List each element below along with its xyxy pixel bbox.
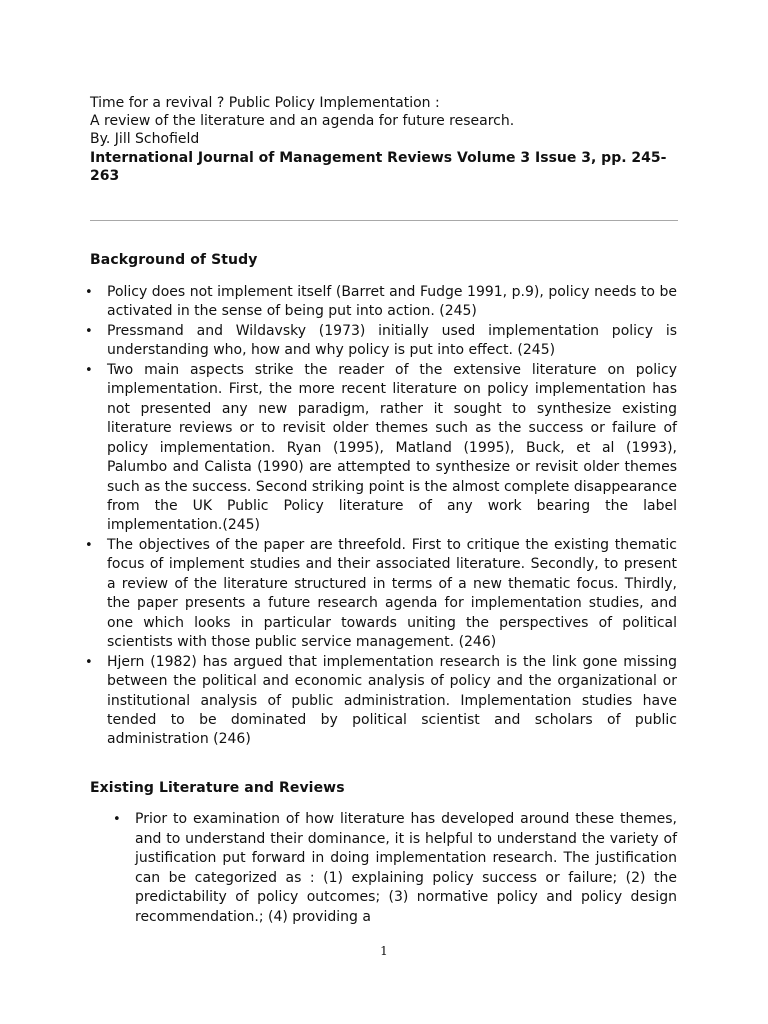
list-item-text: Prior to examination of how literature has developed around these themes, and to understand their dominance, it is helpful to understand the variety of justification put forward in doing implementation research. The justification can be categorized as : (1) explaining policy success or failure; (2) the predictability of policy outcomes; (3) normative policy and policy design recommendation.; (4) providing a bbox=[135, 811, 677, 925]
list-item bbox=[113, 810, 677, 928]
list-item-text: Pressmand and Wildavsky (1973) initially used implementation policy is understanding who, how and why policy is put into effect. (245) bbox=[107, 322, 677, 359]
background-bullet-list bbox=[85, 283, 677, 750]
page-number: 1 bbox=[380, 944, 388, 958]
bullet-icon: • bbox=[85, 285, 93, 300]
list-item bbox=[85, 653, 677, 750]
list-item bbox=[85, 283, 677, 322]
list-item-text: Hjern (1982) has argued that implementation research is the link gone missing between the political and economic analysis of policy and the organizational or institutional analysis of public administration. Implementation studies have tended to be dominated by political scientist and scholars of public administration (246) bbox=[107, 653, 677, 748]
horizontal-divider bbox=[90, 220, 678, 221]
bullet-icon: • bbox=[85, 323, 93, 339]
title-line-2: A review of the literature and an agenda for future research. bbox=[90, 113, 515, 129]
section-heading-existing-literature: Existing Literature and Reviews bbox=[90, 780, 345, 796]
existing-literature-bullet-list bbox=[113, 810, 677, 928]
list-item-text: The objectives of the paper are threefold. First to critique the existing thematic focus of implement studies and their associated literature. Secondly, to present a review of the literature structured in terms of a new thematic focus. Thirdly, the paper presents a future research agenda for implementation studies, and one which looks in particular towards uniting the perspectives of political scientists with those public service management. (246) bbox=[107, 536, 677, 651]
bullet-icon: • bbox=[85, 654, 93, 670]
list-item bbox=[85, 322, 677, 361]
section-heading-background: Background of Study bbox=[90, 252, 258, 268]
document-header bbox=[90, 94, 677, 185]
list-item-text: Two main aspects strike the reader of the extensive literature on policy implementation. First, the more recent literature on policy implementation has not presented any new paradigm, rather it sought to synthesize existing literature reviews or to revisit older themes such as the success or failure of policy implementation. Ryan (1995), Matland (1995), Buck, et al (1993), Palumbo and Calista (1990) are attempted to synthesize or revisit older themes such as the success. Second striking point is the almost complete disappearance from the UK Public Policy literature of any work bearing the label implementation.(245) bbox=[107, 361, 677, 534]
journal-citation: International Journal of Management Reviews Volume 3 Issue 3, pp. 245-263 bbox=[90, 150, 667, 184]
bullet-icon: • bbox=[113, 812, 121, 827]
list-item bbox=[85, 536, 677, 653]
bullet-icon: • bbox=[85, 362, 93, 378]
title-line-1: Time for a revival ? Public Policy Implementation : bbox=[90, 95, 440, 111]
author-line: By. Jill Schofield bbox=[90, 131, 200, 147]
list-item-text: Policy does not implement itself (Barret and Fudge 1991, p.9), policy needs to be activated in the sense of being put into action. (245) bbox=[107, 284, 677, 320]
bullet-icon: • bbox=[85, 537, 93, 553]
list-item bbox=[85, 361, 677, 536]
